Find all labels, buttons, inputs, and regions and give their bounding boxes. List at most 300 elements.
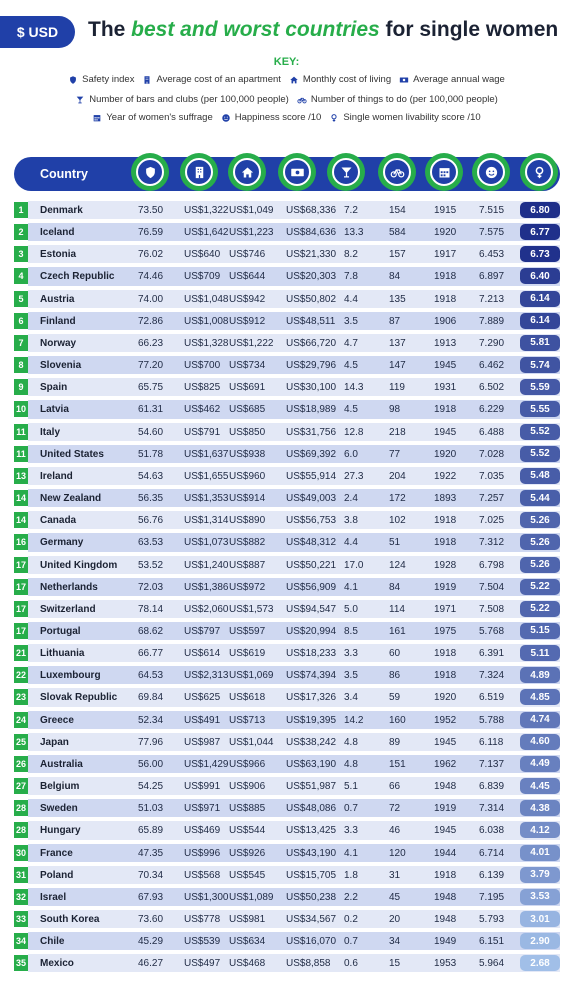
table-row bbox=[14, 465, 560, 487]
page-title bbox=[88, 18, 558, 42]
bars-cell: 2.2 bbox=[344, 891, 358, 903]
header-building-icon bbox=[180, 153, 218, 191]
things-cell: 160 bbox=[389, 714, 406, 726]
apartment-cell: US$1,655 bbox=[184, 470, 229, 482]
safety-cell: 56.76 bbox=[138, 515, 164, 527]
happiness-cell: 7.314 bbox=[479, 803, 505, 815]
safety-cell: 77.20 bbox=[138, 360, 164, 372]
ranking-table bbox=[14, 199, 560, 974]
country-name: Austria bbox=[40, 293, 75, 305]
living-cell: US$685 bbox=[229, 404, 266, 416]
header-money-icon bbox=[278, 153, 316, 191]
bars-cell: 6.0 bbox=[344, 448, 358, 460]
happiness-cell: 6.839 bbox=[479, 781, 505, 793]
living-cell: US$597 bbox=[229, 625, 266, 637]
living-cell: US$966 bbox=[229, 758, 266, 770]
safety-cell: 51.78 bbox=[138, 448, 164, 460]
living-cell: US$544 bbox=[229, 825, 266, 837]
safety-cell: 66.77 bbox=[138, 648, 164, 660]
suffrage-cell: 1918 bbox=[434, 648, 457, 660]
things-cell: 66 bbox=[389, 781, 401, 793]
header-shield-icon bbox=[131, 153, 169, 191]
apartment-cell: US$987 bbox=[184, 736, 221, 748]
happiness-cell: 6.151 bbox=[479, 936, 505, 948]
rank-badge: 17 bbox=[14, 601, 28, 617]
suffrage-cell: 1944 bbox=[434, 847, 457, 859]
bars-cell: 4.1 bbox=[344, 847, 358, 859]
table-row bbox=[14, 531, 560, 553]
table-row bbox=[14, 265, 560, 287]
wage-cell: US$19,395 bbox=[286, 714, 337, 726]
safety-cell: 64.53 bbox=[138, 670, 164, 682]
key-label: Safety index bbox=[82, 74, 135, 85]
country-name: Germany bbox=[40, 537, 84, 549]
table-row bbox=[14, 908, 560, 930]
apartment-cell: US$625 bbox=[184, 692, 221, 704]
title-highlight: best and worst countries bbox=[131, 18, 380, 41]
things-cell: 84 bbox=[389, 581, 401, 593]
suffrage-cell: 1952 bbox=[434, 714, 457, 726]
living-cell: US$850 bbox=[229, 426, 266, 438]
safety-cell: 76.59 bbox=[138, 227, 164, 239]
suffrage-cell: 1922 bbox=[434, 470, 457, 482]
table-row bbox=[14, 199, 560, 221]
apartment-cell: US$797 bbox=[184, 625, 221, 637]
living-cell: US$885 bbox=[229, 803, 266, 815]
livability-score: 2.68 bbox=[520, 955, 560, 971]
apartment-cell: US$1,240 bbox=[184, 559, 229, 571]
key-item bbox=[329, 112, 480, 123]
table-row bbox=[14, 598, 560, 620]
suffrage-cell: 1949 bbox=[434, 936, 457, 948]
safety-cell: 68.62 bbox=[138, 625, 164, 637]
livability-score: 4.01 bbox=[520, 845, 560, 861]
apartment-cell: US$2,060 bbox=[184, 603, 229, 615]
living-cell: US$938 bbox=[229, 448, 266, 460]
happiness-cell: 5.768 bbox=[479, 625, 505, 637]
livability-score: 4.38 bbox=[520, 800, 560, 816]
key-item bbox=[297, 94, 498, 105]
table-row bbox=[14, 354, 560, 376]
bars-cell: 0.7 bbox=[344, 803, 358, 815]
living-cell: US$634 bbox=[229, 936, 266, 948]
things-cell: 137 bbox=[389, 337, 406, 349]
livability-score: 6.40 bbox=[520, 268, 560, 284]
things-cell: 77 bbox=[389, 448, 401, 460]
bars-cell: 0.6 bbox=[344, 958, 358, 970]
apartment-cell: US$469 bbox=[184, 825, 221, 837]
rank-badge: 3 bbox=[14, 246, 28, 262]
suffrage-cell: 1918 bbox=[434, 670, 457, 682]
rank-badge: 35 bbox=[14, 955, 28, 971]
country-name: Switzerland bbox=[40, 603, 96, 615]
safety-cell: 73.50 bbox=[138, 205, 164, 216]
livability-score: 5.26 bbox=[520, 557, 560, 573]
bars-cell: 8.5 bbox=[344, 625, 358, 637]
country-name: Finland bbox=[40, 315, 76, 327]
happiness-cell: 7.575 bbox=[479, 227, 505, 239]
table-row bbox=[14, 509, 560, 531]
happiness-cell: 7.195 bbox=[479, 891, 505, 903]
things-cell: 120 bbox=[389, 847, 406, 859]
table-row bbox=[14, 421, 560, 443]
safety-cell: 63.53 bbox=[138, 537, 164, 549]
livability-score: 6.14 bbox=[520, 313, 560, 329]
bars-cell: 5.0 bbox=[344, 603, 358, 615]
rank-badge: 23 bbox=[14, 689, 28, 705]
bars-cell: 4.4 bbox=[344, 537, 358, 549]
suffrage-cell: 1948 bbox=[434, 914, 457, 925]
happiness-cell: 7.137 bbox=[479, 758, 505, 770]
rank-badge: 24 bbox=[14, 712, 28, 728]
key-label: Number of bars and clubs (per 100,000 people) bbox=[89, 94, 289, 105]
wage-cell: US$18,989 bbox=[286, 404, 337, 416]
apartment-cell: US$462 bbox=[184, 404, 221, 416]
living-cell: US$972 bbox=[229, 581, 266, 593]
suffrage-cell: 1945 bbox=[434, 426, 457, 438]
livability-score: 4.49 bbox=[520, 756, 560, 772]
rank-badge: 17 bbox=[14, 579, 28, 595]
rank-badge: 13 bbox=[14, 468, 28, 484]
table-row bbox=[14, 797, 560, 819]
country-name: Sweden bbox=[40, 803, 78, 815]
happiness-cell: 7.213 bbox=[479, 293, 505, 305]
things-cell: 46 bbox=[389, 825, 401, 837]
livability-score: 4.60 bbox=[520, 734, 560, 750]
suffrage-cell: 1918 bbox=[434, 293, 457, 305]
country-name: Slovenia bbox=[40, 360, 82, 372]
suffrage-cell: 1913 bbox=[434, 337, 457, 349]
things-cell: 20 bbox=[389, 914, 401, 925]
currency-badge: $ USD bbox=[0, 16, 75, 48]
title-part1: The bbox=[88, 18, 132, 41]
safety-cell: 56.00 bbox=[138, 758, 164, 770]
wage-cell: US$20,303 bbox=[286, 271, 337, 283]
rank-badge: 14 bbox=[14, 512, 28, 528]
living-cell: US$942 bbox=[229, 293, 266, 305]
happiness-cell: 6.714 bbox=[479, 847, 505, 859]
table-row bbox=[14, 554, 560, 576]
country-name: Czech Republic bbox=[40, 271, 115, 283]
header-female-icon bbox=[520, 153, 558, 191]
apartment-cell: US$1,328 bbox=[184, 337, 229, 349]
table-row bbox=[14, 443, 560, 465]
livability-score: 5.52 bbox=[520, 424, 560, 440]
bars-cell: 4.1 bbox=[344, 581, 358, 593]
country-name: France bbox=[40, 847, 73, 859]
key-item bbox=[92, 112, 212, 123]
country-name: Canada bbox=[40, 515, 77, 527]
suffrage-cell: 1945 bbox=[434, 825, 457, 837]
living-cell: US$1,223 bbox=[229, 227, 274, 239]
table-row bbox=[14, 709, 560, 731]
country-name: Portugal bbox=[40, 625, 81, 637]
apartment-cell: US$996 bbox=[184, 847, 221, 859]
things-cell: 204 bbox=[389, 470, 406, 482]
livability-score: 5.74 bbox=[520, 357, 560, 373]
rank-badge: 30 bbox=[14, 845, 28, 861]
bars-cell: 14.3 bbox=[344, 382, 364, 394]
things-cell: 114 bbox=[389, 603, 405, 615]
wage-cell: US$49,003 bbox=[286, 493, 337, 505]
living-cell: US$960 bbox=[229, 470, 266, 482]
apartment-cell: US$1,048 bbox=[184, 293, 229, 305]
suffrage-cell: 1948 bbox=[434, 891, 457, 903]
country-name: Mexico bbox=[40, 958, 74, 970]
key-item bbox=[289, 74, 391, 85]
things-cell: 60 bbox=[389, 648, 401, 660]
apartment-cell: US$1,353 bbox=[184, 493, 229, 505]
things-cell: 31 bbox=[389, 869, 401, 881]
table-row bbox=[14, 310, 560, 332]
happiness-cell: 6.229 bbox=[479, 404, 505, 416]
living-cell: US$619 bbox=[229, 648, 266, 660]
country-name: Ireland bbox=[40, 470, 73, 482]
happiness-cell: 5.788 bbox=[479, 714, 505, 726]
apartment-cell: US$1,073 bbox=[184, 537, 229, 549]
apartment-cell: US$791 bbox=[184, 426, 221, 438]
country-name: Italy bbox=[40, 426, 61, 438]
safety-cell: 54.63 bbox=[138, 470, 164, 482]
wage-cell: US$38,242 bbox=[286, 736, 337, 748]
country-name: Luxembourg bbox=[40, 670, 101, 682]
safety-cell: 53.52 bbox=[138, 559, 164, 571]
livability-score: 4.12 bbox=[520, 822, 560, 838]
wage-cell: US$55,914 bbox=[286, 470, 337, 482]
bars-cell: 7.8 bbox=[344, 271, 358, 283]
livability-score: 5.48 bbox=[520, 468, 560, 484]
wage-cell: US$34,567 bbox=[286, 914, 337, 925]
rank-badge: 32 bbox=[14, 889, 28, 905]
livability-score: 4.89 bbox=[520, 667, 560, 683]
apartment-cell: US$709 bbox=[184, 271, 221, 283]
table-row bbox=[14, 886, 560, 908]
living-cell: US$926 bbox=[229, 847, 266, 859]
wage-cell: US$18,233 bbox=[286, 648, 337, 660]
table-row bbox=[14, 864, 560, 886]
suffrage-cell: 1928 bbox=[434, 559, 457, 571]
livability-score: 5.11 bbox=[520, 645, 560, 661]
suffrage-cell: 1917 bbox=[434, 249, 457, 261]
bars-cell: 3.5 bbox=[344, 315, 358, 327]
things-cell: 102 bbox=[389, 515, 406, 527]
safety-cell: 56.35 bbox=[138, 493, 164, 505]
apartment-cell: US$640 bbox=[184, 249, 221, 261]
living-cell: US$981 bbox=[229, 914, 266, 925]
bars-cell: 13.3 bbox=[344, 227, 364, 239]
cocktail-icon bbox=[75, 95, 85, 105]
things-cell: 86 bbox=[389, 670, 401, 682]
wage-cell: US$21,330 bbox=[286, 249, 337, 261]
bars-cell: 8.2 bbox=[344, 249, 358, 261]
happiness-cell: 6.038 bbox=[479, 825, 505, 837]
suffrage-cell: 1945 bbox=[434, 360, 457, 372]
safety-cell: 77.96 bbox=[138, 736, 164, 748]
rank-badge: 21 bbox=[14, 645, 28, 661]
bars-cell: 5.1 bbox=[344, 781, 358, 793]
table-row bbox=[14, 620, 560, 642]
safety-cell: 67.93 bbox=[138, 891, 164, 903]
apartment-cell: US$778 bbox=[184, 914, 221, 925]
safety-cell: 65.89 bbox=[138, 825, 164, 837]
wage-cell: US$20,994 bbox=[286, 625, 337, 637]
key-item bbox=[75, 94, 289, 105]
key-item bbox=[142, 74, 280, 85]
safety-cell: 52.34 bbox=[138, 714, 164, 726]
happiness-cell: 7.889 bbox=[479, 315, 505, 327]
table-row bbox=[14, 819, 560, 841]
happiness-cell: 6.391 bbox=[479, 648, 505, 660]
apartment-cell: US$568 bbox=[184, 869, 221, 881]
living-cell: US$887 bbox=[229, 559, 266, 571]
livability-score: 4.74 bbox=[520, 712, 560, 728]
livability-score: 5.81 bbox=[520, 335, 560, 351]
wage-cell: US$17,326 bbox=[286, 692, 337, 704]
wage-cell: US$13,425 bbox=[286, 825, 337, 837]
country-name: New Zealand bbox=[40, 493, 102, 505]
bars-cell: 4.5 bbox=[344, 360, 358, 372]
country-name: Poland bbox=[40, 869, 74, 881]
living-cell: US$691 bbox=[229, 382, 266, 394]
suffrage-cell: 1962 bbox=[434, 758, 457, 770]
things-cell: 119 bbox=[389, 382, 405, 394]
things-cell: 584 bbox=[389, 227, 406, 239]
happiness-cell: 6.118 bbox=[479, 736, 504, 748]
rank-badge: 1 bbox=[14, 202, 28, 218]
wage-cell: US$94,547 bbox=[286, 603, 337, 615]
country-name: Netherlands bbox=[40, 581, 98, 593]
apartment-cell: US$491 bbox=[184, 714, 221, 726]
key-row bbox=[0, 112, 573, 123]
happiness-cell: 6.897 bbox=[479, 271, 505, 283]
safety-cell: 69.84 bbox=[138, 692, 164, 704]
country-name: Iceland bbox=[40, 227, 75, 239]
house-icon bbox=[289, 75, 299, 85]
livability-score: 5.22 bbox=[520, 579, 560, 595]
country-name: Hungary bbox=[40, 825, 81, 837]
things-cell: 84 bbox=[389, 271, 401, 283]
rank-badge: 17 bbox=[14, 623, 28, 639]
rank-badge: 34 bbox=[14, 933, 28, 949]
bars-cell: 4.5 bbox=[344, 404, 358, 416]
wage-cell: US$8,858 bbox=[286, 958, 331, 970]
rank-badge: 26 bbox=[14, 756, 28, 772]
suffrage-cell: 1953 bbox=[434, 958, 457, 970]
table-row bbox=[14, 487, 560, 509]
table-row bbox=[14, 576, 560, 598]
wage-cell: US$63,190 bbox=[286, 758, 337, 770]
bars-cell: 4.4 bbox=[344, 293, 358, 305]
rank-badge: 16 bbox=[14, 534, 28, 550]
living-cell: US$618 bbox=[229, 692, 266, 704]
living-cell: US$912 bbox=[229, 315, 266, 327]
country-name: Lithuania bbox=[40, 648, 85, 660]
livability-score: 5.52 bbox=[520, 446, 560, 462]
things-cell: 135 bbox=[389, 293, 406, 305]
key-label: Average annual wage bbox=[413, 74, 505, 85]
female-icon bbox=[329, 113, 339, 123]
country-name: Latvia bbox=[40, 404, 69, 416]
livability-score: 4.45 bbox=[520, 778, 560, 794]
suffrage-cell: 1918 bbox=[434, 404, 457, 416]
key-item bbox=[399, 74, 505, 85]
wage-cell: US$16,070 bbox=[286, 936, 337, 948]
happiness-cell: 6.519 bbox=[479, 692, 505, 704]
bars-cell: 0.7 bbox=[344, 936, 358, 948]
wage-cell: US$48,312 bbox=[286, 537, 337, 549]
living-cell: US$545 bbox=[229, 869, 266, 881]
wage-cell: US$68,336 bbox=[286, 205, 337, 216]
living-cell: US$746 bbox=[229, 249, 266, 261]
apartment-cell: US$1,300 bbox=[184, 891, 229, 903]
safety-cell: 73.60 bbox=[138, 914, 164, 925]
happiness-cell: 7.324 bbox=[479, 670, 505, 682]
wage-cell: US$43,190 bbox=[286, 847, 337, 859]
happiness-cell: 6.453 bbox=[479, 249, 505, 261]
living-cell: US$468 bbox=[229, 958, 266, 970]
wage-cell: US$50,802 bbox=[286, 293, 337, 305]
rank-badge: 11 bbox=[14, 424, 28, 440]
table-row bbox=[14, 243, 560, 265]
key-label: Number of things to do (per 100,000 people) bbox=[310, 94, 498, 105]
table-row bbox=[14, 775, 560, 797]
country-name: Australia bbox=[40, 758, 83, 770]
table-row bbox=[14, 930, 560, 952]
rank-badge: 4 bbox=[14, 268, 28, 284]
apartment-cell: US$1,429 bbox=[184, 758, 229, 770]
livability-score: 4.85 bbox=[520, 689, 560, 705]
living-cell: US$890 bbox=[229, 515, 266, 527]
apartment-cell: US$2,313 bbox=[184, 670, 229, 682]
smiley-icon bbox=[221, 113, 231, 123]
bars-cell: 4.8 bbox=[344, 736, 358, 748]
wage-cell: US$15,705 bbox=[286, 869, 337, 881]
rank-badge: 17 bbox=[14, 557, 28, 573]
happiness-cell: 6.798 bbox=[479, 559, 505, 571]
happiness-cell: 6.488 bbox=[479, 426, 505, 438]
header-country-label: Country bbox=[40, 167, 88, 181]
wage-cell: US$48,086 bbox=[286, 803, 337, 815]
safety-cell: 78.14 bbox=[138, 603, 164, 615]
title-part2: for single women bbox=[379, 18, 559, 41]
wage-cell: US$31,756 bbox=[286, 426, 337, 438]
table-row bbox=[14, 686, 560, 708]
rank-badge: 6 bbox=[14, 313, 28, 329]
key-row bbox=[0, 74, 573, 85]
key-label: Year of women's suffrage bbox=[106, 112, 213, 123]
safety-cell: 61.31 bbox=[138, 404, 164, 416]
table-row bbox=[14, 221, 560, 243]
living-cell: US$1,049 bbox=[229, 205, 274, 216]
things-cell: 72 bbox=[389, 803, 401, 815]
things-cell: 218 bbox=[389, 426, 406, 438]
safety-cell: 45.29 bbox=[138, 936, 164, 948]
rank-badge: 33 bbox=[14, 911, 28, 927]
suffrage-cell: 1918 bbox=[434, 537, 457, 549]
happiness-cell: 7.257 bbox=[479, 493, 505, 505]
table-row bbox=[14, 952, 560, 974]
rank-badge: 14 bbox=[14, 490, 28, 506]
apartment-cell: US$700 bbox=[184, 360, 221, 372]
happiness-cell: 7.028 bbox=[479, 448, 505, 460]
bars-cell: 3.4 bbox=[344, 692, 358, 704]
header-house-icon bbox=[228, 153, 266, 191]
country-name: Estonia bbox=[40, 249, 77, 261]
things-cell: 161 bbox=[389, 625, 406, 637]
bars-cell: 7.2 bbox=[344, 205, 358, 216]
bars-cell: 14.2 bbox=[344, 714, 364, 726]
country-name: Norway bbox=[40, 337, 77, 349]
